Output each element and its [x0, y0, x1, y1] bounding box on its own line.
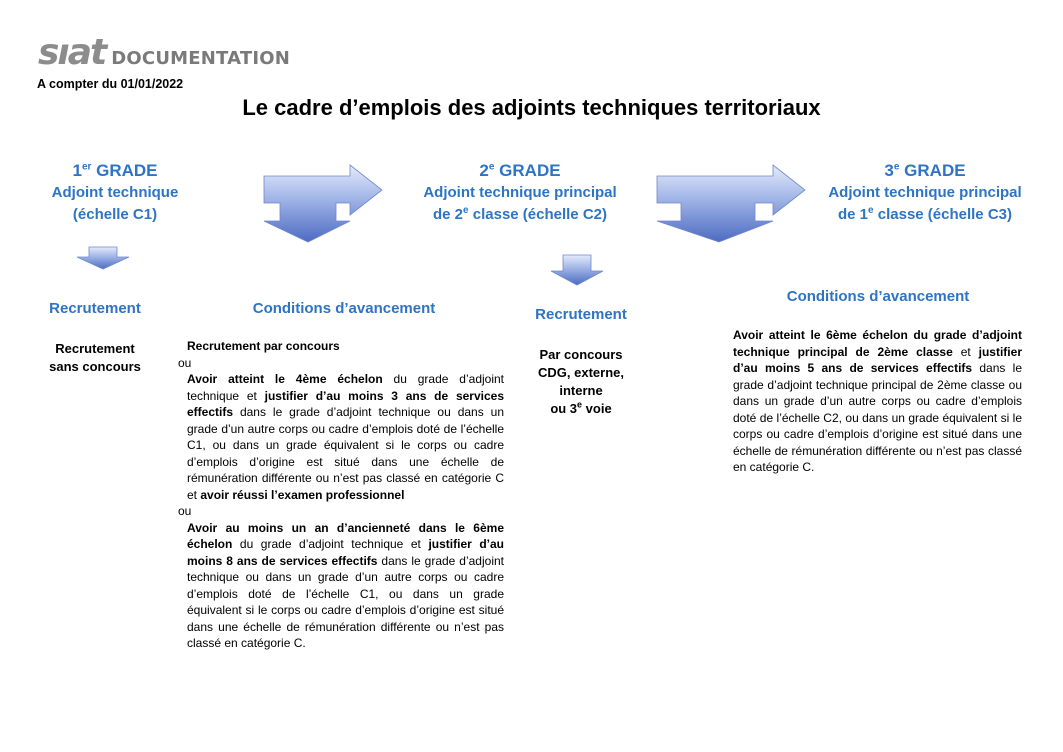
logo-word: DOCUMENTATION: [111, 48, 290, 69]
conditions-2-text: [733, 327, 1022, 476]
grade-1-line2: (échelle C1): [72, 206, 158, 223]
condition-separator: ou: [178, 355, 192, 370]
grade-3-title: 3e GRADE: [884, 161, 966, 180]
date-line: A compter du 01/01/2022: [37, 77, 184, 91]
arrow-turn-right-icon: [262, 163, 384, 243]
grade-1-title: 1er GRADE: [72, 161, 158, 180]
recrutement-1-text: [30, 340, 160, 376]
grade-2-title: 2e GRADE: [479, 161, 561, 180]
recrutement-2-line: Par concours: [539, 347, 623, 362]
condition-item: Avoir au moins un an d’ancienneté dans le 6ème échelon du grade d’adjoint technique et justifier d’au moins 8 ans de services effectifs dans le grade d’adjoint technique ou dans un grade d’un autre corps ou cadre d’emplois doté de l’échelle C1, ou dans un grade équivalent si le corps ou cadre d’emplois d’origine est situé dans une échelle de rémunération différente ou n’est pas classé en catégorie C.: [187, 520, 505, 650]
grade-3-line1: Adjoint technique principal: [828, 184, 1022, 201]
logo-mark: sıat: [38, 32, 106, 73]
section-conditions-1: Conditions d’avancement: [252, 300, 436, 317]
conditions-1-text: [178, 338, 505, 652]
recrutement-2-line: CDG, externe,: [538, 365, 624, 380]
section-conditions-2: Conditions d’avancement: [786, 288, 970, 305]
recrutement-2-line: ou 3e voie: [550, 399, 612, 416]
condition-item: Avoir atteint le 6ème échelon du grade d’adjoint technique principal de 2ème classe et justifier d’au moins 5 ans de services effectifs dans le grade d’adjoint technique principal de 2ème classe ou dans un grade d’un autre corps ou cadre d’emplois doté de l’échelle C2, ou dans un grade équivalent si le corps ou cadre d’emplois d’origine est situé dans une échelle de rémunération différente ou n’est pas classé en catégorie C.: [733, 328, 1022, 474]
grade-2-header: [405, 160, 635, 226]
page-title: Le cadre d’emplois des adjoints techniques territoriaux: [242, 95, 821, 120]
recrutement-1-line: Recrutement: [55, 341, 135, 356]
grade-2-line2: de 2e classe (échelle C2): [433, 205, 607, 223]
arrow-down-icon: [75, 246, 131, 270]
condition-item: Recrutement par concours: [187, 339, 340, 353]
grade-2-line1: Adjoint technique principal: [423, 184, 617, 201]
condition-separator: ou: [178, 504, 192, 518]
recrutement-2-line: interne: [559, 383, 603, 398]
grade-3-header: [810, 160, 1040, 226]
recrutement-2-text: [516, 346, 646, 418]
arrow-down-icon: [549, 254, 605, 286]
section-recrutement-2: Recrutement: [535, 306, 627, 323]
arrow-turn-right-icon: [655, 163, 807, 243]
grade-1-header: [20, 160, 210, 226]
logo: [38, 32, 290, 73]
section-recrutement-1: Recrutement: [49, 300, 141, 317]
grade-3-line2: de 1e classe (échelle C3): [838, 205, 1012, 223]
recrutement-1-line: sans concours: [49, 359, 141, 374]
condition-item: Avoir atteint le 4ème échelon du grade d’adjoint technique et justifier d’au moins 3 ans de services effectifs dans le grade d’adjoint technique ou dans un grade d’un autre corps ou cadre d’emplois doté de l’échelle C1, ou dans un grade équivalent si le corps ou cadre d’emplois d’origine est situé dans une échelle de rémunération différente ou n’est pas classé en catégorie C et avoir réussi l’examen professionnel: [187, 372, 505, 502]
grade-1-line1: Adjoint technique: [51, 184, 179, 201]
